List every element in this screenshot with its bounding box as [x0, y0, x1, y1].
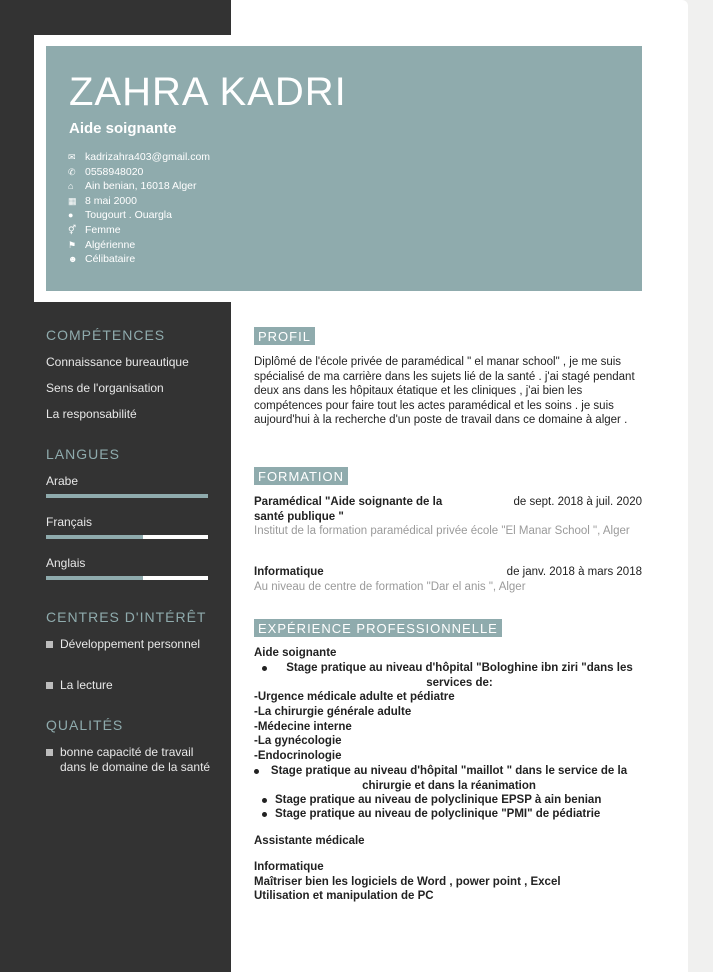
- profil-text: Diplômé de l'école privée de paramédical " el manar school" , je me suis spécialisé de ma carrière dans les sujets lié de la santé . j'ai stagé pendant deux ans dans les hôpitaux étatique et les cliniques , j'ai bien les compétences pour faire tout les actes paramédical et les soins . je suis aujourd'hui à la recherche d'un poste de travail dans ce domaine à alger .: [254, 356, 635, 427]
- interest-item: La lecture: [46, 678, 211, 693]
- bullet-dot-icon: [254, 769, 259, 774]
- phone-icon: ✆: [68, 166, 76, 177]
- map-pin-icon: ●: [68, 210, 74, 221]
- language-level-fill: [46, 494, 208, 498]
- experience-line: -La gynécologie: [254, 735, 342, 747]
- square-bullet-icon: [46, 641, 53, 648]
- language-level-bar: [46, 576, 208, 580]
- experience-heading: Aide soignante: [254, 647, 337, 659]
- formation-school: Institut de la formation paramédical privée école "El Manar School ", Alger: [254, 525, 630, 537]
- experience-bullet: Stage pratique au niveau d'hôpital "maillot " dans le service de la chirurgie et dans la réanimation: [270, 765, 628, 792]
- header: [46, 46, 642, 291]
- experience-bullet: Stage pratique au niveau d'hôpital "Bologhine ibn ziri "dans les services de:: [286, 662, 633, 689]
- experience-line: -La chirurgie générale adulte: [254, 706, 412, 718]
- calendar-icon: ▦: [68, 195, 77, 206]
- contact-list: [68, 150, 210, 267]
- language-level-fill: [46, 535, 143, 539]
- language-level-fill: [46, 576, 143, 580]
- flag-icon: ⚑: [68, 239, 77, 250]
- competence-item: La responsabilité: [46, 407, 137, 421]
- formation-date: de sept. 2018 à juil. 2020: [513, 496, 642, 508]
- square-bullet-icon: [46, 682, 53, 689]
- formation-school: Au niveau de centre de formation "Dar el anis ", Alger: [254, 581, 526, 593]
- contact-gender: ⚥ Femme: [68, 223, 121, 236]
- language-name: Français: [46, 515, 93, 529]
- experience-line: -Endocrinologie: [254, 750, 342, 762]
- bullet-dot-icon: [262, 812, 267, 817]
- language-level-bar: [46, 494, 208, 498]
- language-level-bar: [46, 535, 208, 539]
- experience-line: -Médecine interne: [254, 721, 352, 733]
- langues-title: LANGUES: [46, 446, 120, 462]
- formation-degree: Informatique: [254, 566, 324, 578]
- competences-title: COMPÉTENCES: [46, 327, 166, 343]
- candidate-role: Aide soignante: [69, 120, 177, 137]
- formation-degree: Paramédical "Aide soignante de la santé publique ": [254, 496, 443, 523]
- competence-item: Connaissance bureautique: [46, 355, 189, 369]
- qualites-title: QUALITÉS: [46, 717, 124, 733]
- envelope-icon: ✉: [68, 152, 76, 162]
- home-icon: ⌂: [68, 181, 74, 192]
- users-icon: ☻: [68, 254, 78, 265]
- formation-date: de janv. 2018 à mars 2018: [506, 566, 642, 578]
- contact-address: ⌂ Ain benian, 16018 Alger: [68, 180, 197, 193]
- contact-status: ☻ Célibataire: [68, 253, 136, 266]
- formation-title: FORMATION: [254, 467, 348, 485]
- contact-phone: ✆ 0558948020: [68, 165, 144, 178]
- bullet-dot-icon: [262, 798, 267, 803]
- language-name: Arabe: [46, 474, 79, 488]
- experience-line: -Urgence médicale adulte et pédiatre: [254, 691, 455, 703]
- informatique-line: Utilisation et manipulation de PC: [254, 890, 434, 902]
- informatique-heading: Informatique: [254, 861, 324, 873]
- interest-item: Développement personnel: [46, 637, 211, 652]
- bullet-dot-icon: [262, 666, 267, 671]
- profil-title: PROFIL: [254, 327, 315, 345]
- quality-item: bonne capacité de travail dans le domaine de la santé: [46, 745, 211, 775]
- interets-title: CENTRES D'INTÉRÊT: [46, 609, 207, 625]
- experience-title: EXPÉRIENCE PROFESSIONNELLE: [254, 619, 502, 637]
- experience-bullet: Stage pratique au niveau de polyclinique EPSP à ain benian: [275, 794, 602, 806]
- candidate-name: ZAHRA KADRI: [69, 70, 347, 114]
- contact-birthdate: ▦ 8 mai 2000: [68, 194, 137, 207]
- language-name: Anglais: [46, 556, 86, 570]
- informatique-line: Maîtriser bien les logiciels de Word , power point , Excel: [254, 876, 561, 888]
- contact-birthplace: ● Tougourt . Ouargla: [68, 209, 172, 222]
- square-bullet-icon: [46, 749, 53, 756]
- contact-nationality: ⚑ Algérienne: [68, 238, 136, 251]
- competence-item: Sens de l'organisation: [46, 381, 164, 395]
- gender-icon: ⚥: [68, 224, 77, 235]
- assistante-heading: Assistante médicale: [254, 835, 365, 847]
- contact-email: ✉ kadrizahra403@gmail.com: [68, 151, 211, 163]
- experience-bullet: Stage pratique au niveau de polyclinique "PMI" de pédiatrie: [275, 808, 601, 820]
